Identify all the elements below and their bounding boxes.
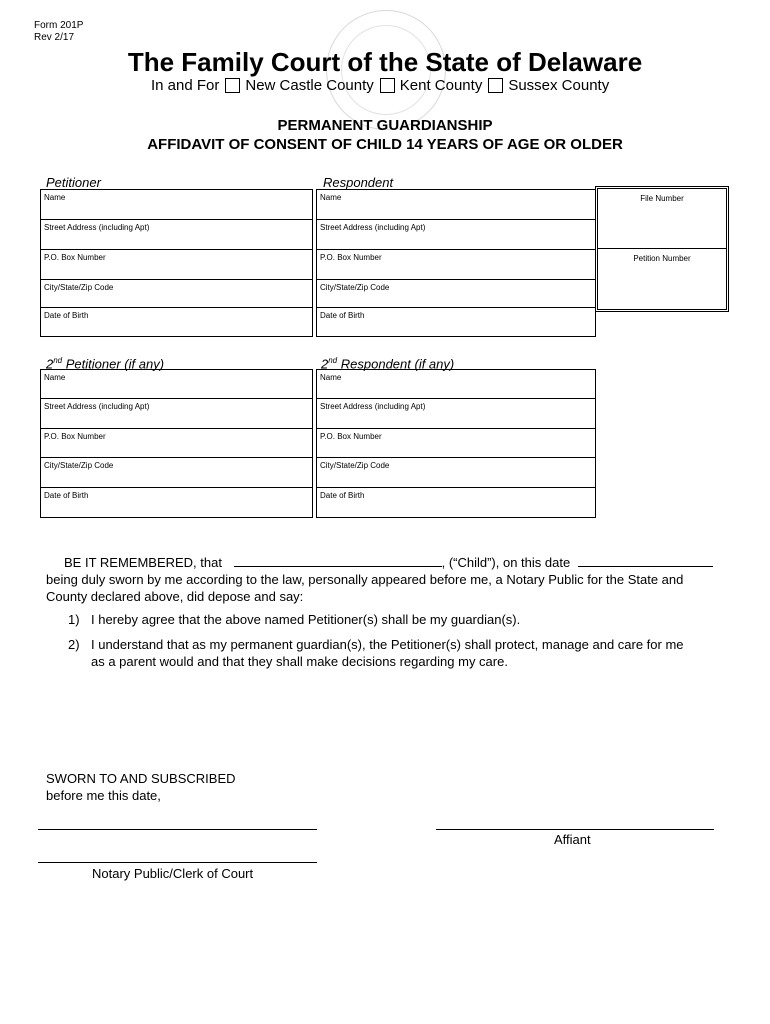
notary-date-signature-line[interactable]: [38, 829, 317, 830]
petitioner-dob-field[interactable]: [41, 308, 312, 336]
respondent-city-field[interactable]: [317, 280, 595, 308]
second-respondent-city-field[interactable]: [317, 458, 595, 488]
county-selector: [151, 77, 609, 94]
remembered-line: [64, 554, 713, 571]
field-label: P.O. Box Number: [44, 432, 106, 441]
county-line: County declared above, did depose and say:: [46, 589, 304, 604]
petitioner-city-field[interactable]: [41, 280, 312, 308]
respondent-street-field[interactable]: [317, 220, 595, 250]
respondent-pobox-field[interactable]: [317, 250, 595, 280]
court-title: The Family Court of the State of Delaware: [127, 47, 643, 77]
second-respondent-dob-field[interactable]: [317, 488, 595, 517]
kent-label: Kent County: [399, 77, 483, 94]
sussex-checkbox[interactable]: [488, 78, 503, 93]
field-label: Date of Birth: [320, 491, 365, 500]
field-label: Date of Birth: [44, 491, 89, 500]
notary-signature-line[interactable]: [38, 862, 317, 863]
document-title: PERMANENT GUARDIANSHIP: [277, 117, 493, 134]
petitioner-heading: Petitioner: [46, 175, 101, 190]
field-label: Street Address (including Apt): [44, 402, 150, 411]
field-label: City/State/Zip Code: [320, 283, 390, 292]
respondent-heading: Respondent: [323, 175, 394, 190]
notary-label: Notary Public/Clerk of Court: [92, 866, 254, 881]
second-respondent-label: Respondent (if any): [340, 356, 455, 372]
petition-number-field[interactable]: [598, 249, 726, 309]
second-petitioner-city-field[interactable]: [41, 458, 312, 488]
second-respondent-grid: [316, 369, 596, 518]
second-petitioner-name-field[interactable]: [41, 370, 312, 399]
sworn-subscribed-text: SWORN TO AND SUBSCRIBED: [46, 771, 236, 786]
sussex-label: Sussex County: [508, 77, 610, 94]
second-petitioner-grid: [40, 369, 313, 518]
second-respondent-pobox-field[interactable]: [317, 429, 595, 458]
second-respondent-name-field[interactable]: [317, 370, 595, 399]
item-1-number: 1): [68, 612, 80, 627]
ordinal-suffix: nd: [328, 356, 338, 365]
in-and-for-label: In and For: [151, 77, 220, 94]
field-label: Street Address (including Apt): [320, 223, 426, 232]
second-petitioner-label: Petitioner (if any): [65, 356, 165, 372]
field-label: Name: [320, 193, 342, 202]
petitioner-pobox-field[interactable]: [41, 250, 312, 280]
field-label: Street Address (including Apt): [44, 223, 150, 232]
item-2-text-line2: as a parent would and that they shall make decisions regarding my care.: [91, 654, 508, 669]
field-label: Date of Birth: [44, 311, 89, 320]
field-label: Name: [44, 373, 66, 382]
field-label: Street Address (including Apt): [320, 402, 426, 411]
ordinal-number: 2: [321, 356, 329, 372]
item-2-number: 2): [68, 637, 80, 652]
document-subtitle: AFFIDAVIT OF CONSENT OF CHILD 14 YEARS OF AGE OR OLDER: [147, 136, 623, 153]
field-label: City/State/Zip Code: [320, 461, 390, 470]
new-castle-label: New Castle County: [245, 77, 374, 94]
remembered-start: BE IT REMEMBERED, that: [64, 555, 222, 570]
ordinal-number: 2: [46, 356, 54, 372]
affiant-signature-line[interactable]: [436, 829, 714, 830]
child-name-blank[interactable]: [234, 554, 442, 567]
form-number: [34, 20, 83, 44]
sworn-line: being duly sworn by me according to the law, personally appeared before me, a Notary Public for the State and: [46, 572, 684, 587]
second-respondent-street-field[interactable]: [317, 399, 595, 429]
item-1-text: I hereby agree that the above named Petitioner(s) shall be my guardian(s).: [91, 612, 521, 627]
before-me-text: before me this date,: [46, 788, 161, 803]
ordinal-suffix: nd: [53, 356, 63, 365]
petitioner-street-field[interactable]: [41, 220, 312, 250]
field-label: P.O. Box Number: [320, 432, 382, 441]
second-petitioner-pobox-field[interactable]: [41, 429, 312, 458]
petition-number-label: Petition Number: [633, 254, 691, 263]
affiant-label: Affiant: [554, 832, 591, 847]
new-castle-checkbox[interactable]: [225, 78, 240, 93]
item-2-text-line1: I understand that as my permanent guardian(s), the Petitioner(s) shall protect, manage and care for me: [91, 637, 684, 652]
form-number-text: Form 201P: [34, 20, 84, 31]
field-label: City/State/Zip Code: [44, 461, 114, 470]
child-label: , (“Child”), on this date: [441, 555, 571, 570]
second-petitioner-dob-field[interactable]: [41, 488, 312, 517]
respondent-name-field[interactable]: [317, 190, 595, 220]
field-label: Name: [44, 193, 66, 202]
field-label: P.O. Box Number: [320, 253, 382, 262]
respondent-grid: [316, 189, 596, 337]
respondent-dob-field[interactable]: [317, 308, 595, 336]
field-label: P.O. Box Number: [44, 253, 106, 262]
file-number-field[interactable]: [598, 189, 726, 249]
case-number-box: [597, 188, 727, 310]
field-label: Date of Birth: [320, 311, 365, 320]
file-number-label: File Number: [640, 194, 684, 203]
field-label: City/State/Zip Code: [44, 283, 114, 292]
field-label: Name: [320, 373, 342, 382]
form-revision-text: Rev 2/17: [34, 32, 75, 43]
petitioner-name-field[interactable]: [41, 190, 312, 220]
date-blank[interactable]: [578, 554, 713, 567]
petitioner-grid: [40, 189, 313, 337]
kent-checkbox[interactable]: [380, 78, 395, 93]
second-petitioner-street-field[interactable]: [41, 399, 312, 429]
